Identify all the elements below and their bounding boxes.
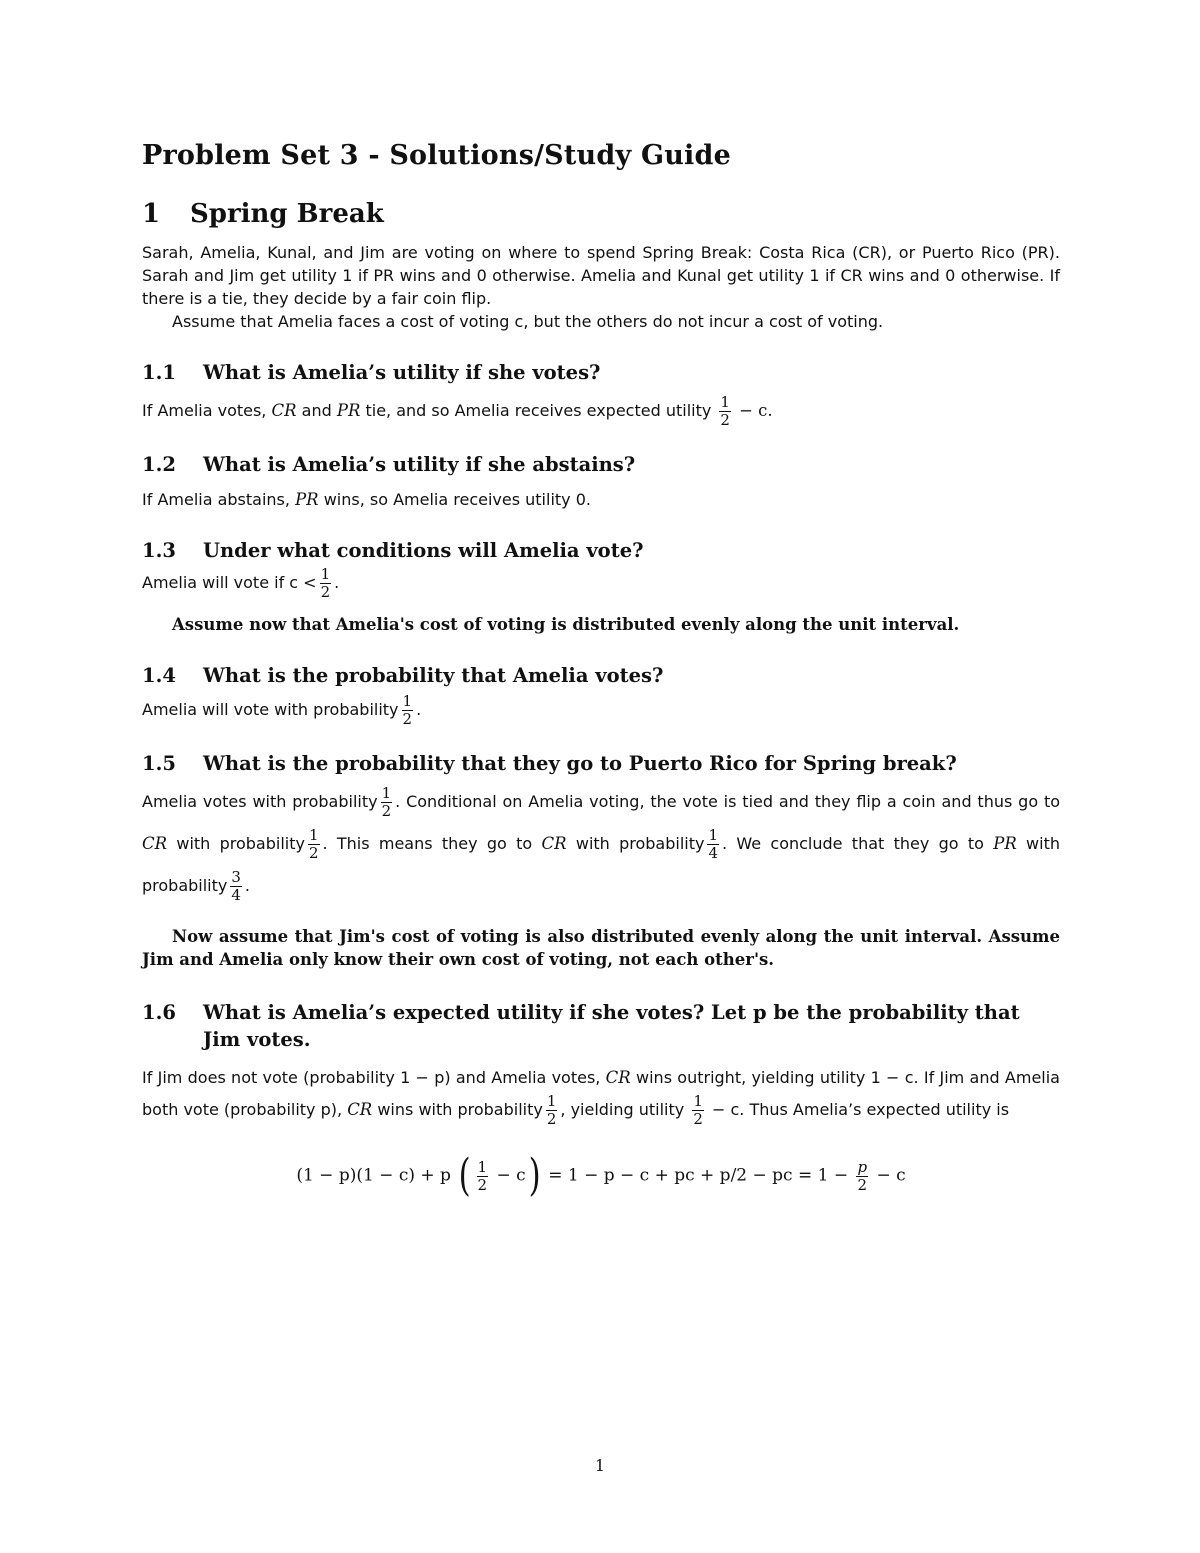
- text: and: [301, 401, 332, 420]
- equation-part: = 1 − p − c + pc + p/2 − pc = 1 −: [548, 1165, 849, 1186]
- subsection-title: What is Amelia’s utility if she abstains?: [203, 453, 636, 476]
- assumption-paragraph-1: Assume that Amelia faces a cost of voting c, but the others do not incur a cost of voting.: [172, 312, 884, 331]
- text: .: [416, 700, 422, 719]
- section-title: Spring Break: [190, 199, 384, 229]
- subsection-number: 1.6: [142, 1001, 176, 1024]
- text: with probability: [176, 834, 305, 853]
- text: If Amelia votes,: [142, 401, 267, 420]
- fraction: $\frac{1}{2}$: [381, 784, 392, 820]
- assumption-paragraph-2: Assume now that Amelia's cost of voting is distributed evenly along the unit interval.: [172, 615, 960, 634]
- text: with probability: [142, 834, 1060, 895]
- fraction: $\frac{1}{2}$: [546, 1092, 557, 1128]
- subsection-title: What is the probability that they go to Puerto Rico for Spring break?: [203, 752, 957, 775]
- subsection-1-4-heading: [142, 662, 1060, 689]
- text: wins outright, yielding utility 1 − c. If Jim and Amelia both vote (probability p),: [142, 1068, 1060, 1119]
- intro-paragraph: Sarah, Amelia, Kunal, and Jim are voting on where to spend Spring Break: Costa Rica (CR), or Puerto Rico (PR). Sarah and Jim get utility 1 if PR wins and 0 otherwise. Amelia and Kunal get utility 1 if CR wins and 0 otherwise. If there is a tie, they decide by a fair coin flip.: [142, 243, 1060, 308]
- text: If Amelia abstains,: [142, 490, 290, 509]
- text: . We conclude that they go to: [722, 834, 984, 853]
- subsection-number: 1.2: [142, 453, 176, 476]
- expected-utility-equation: [142, 1150, 1060, 1201]
- subsection-title: What is the probability that Amelia votes?: [203, 664, 664, 687]
- assumption-paragraph-3: Now assume that Jim's cost of voting is also distributed evenly along the unit interval. Assume Jim and Amelia only know their own cost of voting, not each other's.: [142, 927, 1060, 969]
- text: . This means they go to: [322, 834, 533, 853]
- math-pr: PR: [336, 401, 361, 420]
- math-cr: CR: [142, 834, 168, 853]
- right-paren: ): [528, 1150, 541, 1201]
- subsection-1-1-heading: [142, 359, 1060, 386]
- document-page: [142, 128, 1061, 1201]
- math-cr: CR: [271, 401, 297, 420]
- math-cr: CR: [347, 1100, 373, 1119]
- fraction: $\frac{1}{4}$: [708, 826, 719, 862]
- left-paren: (: [458, 1150, 471, 1201]
- subsection-title: What is Amelia’s utility if she votes?: [203, 361, 601, 384]
- equation-part: − c: [496, 1165, 526, 1186]
- math-pr: PR: [295, 490, 319, 509]
- text: Amelia will vote with probability: [142, 700, 399, 719]
- text: .: [244, 876, 251, 895]
- math-cr: CR: [605, 1068, 631, 1087]
- equation-part: (1 − p)(1 − c) + p: [296, 1165, 451, 1186]
- math-text: − c.: [739, 401, 773, 420]
- subsection-number: 1.3: [142, 539, 176, 562]
- text: , yielding utility: [560, 1100, 685, 1119]
- page-number: 1: [594, 1456, 606, 1475]
- subsection-1-5-heading: [142, 750, 1060, 777]
- fraction: $\frac{1}{2}$: [320, 565, 331, 601]
- subsection-1-3-heading: [142, 537, 1060, 564]
- text: wins with probability: [377, 1100, 543, 1119]
- fraction: $\frac{1}{2}$: [402, 692, 413, 728]
- subsection-1-5-answer: [142, 781, 1060, 907]
- subsection-1-3-answer: [142, 566, 1060, 601]
- text: . Conditional on Amelia voting, the vote is tied and they flip a coin and thus go to: [395, 792, 1061, 811]
- fraction: $\frac{3}{4}$: [231, 868, 241, 904]
- text: If Jim does not vote (probability 1 − p) and Amelia votes,: [142, 1068, 601, 1087]
- subsection-1-2-answer: [142, 488, 1060, 511]
- subsection-1-1-answer: [142, 394, 1060, 429]
- document-title: Problem Set 3 - Solutions/Study Guide: [142, 140, 731, 171]
- fraction: $\frac{1}{2}$: [720, 393, 730, 429]
- section-heading: [142, 199, 1060, 229]
- subsection-1-6-answer: [142, 1063, 1060, 1128]
- math-pr: PR: [993, 834, 1017, 853]
- fraction: $\frac{p}{2}$: [857, 1157, 868, 1194]
- equation-part: − c: [876, 1165, 906, 1186]
- subsection-1-2-heading: [142, 451, 1060, 478]
- text: wins, so Amelia receives utility 0.: [323, 490, 591, 509]
- subsection-title: Under what conditions will Amelia vote?: [203, 539, 644, 562]
- text: Amelia votes with probability: [142, 792, 378, 811]
- subsection-title: What is Amelia’s expected utility if she votes? Let p be the probability that Jim votes.: [203, 1001, 1020, 1051]
- subsection-number: 1.4: [142, 664, 176, 687]
- fraction: $\frac{1}{2}$: [693, 1092, 703, 1128]
- text: − c. Thus Amelia’s expected utility is: [711, 1100, 1010, 1119]
- section-number: 1: [142, 199, 161, 229]
- fraction: $\frac{1}{2}$: [477, 1157, 488, 1194]
- text: with probability: [575, 834, 705, 853]
- text: Amelia will vote if c <: [142, 573, 317, 592]
- subsection-number: 1.1: [142, 361, 176, 384]
- math-cr: CR: [541, 834, 567, 853]
- fraction: $\frac{1}{2}$: [308, 826, 319, 862]
- text: .: [334, 573, 340, 592]
- subsection-number: 1.5: [142, 752, 176, 775]
- subsection-1-6-heading: [142, 999, 1060, 1053]
- subsection-1-4-answer: [142, 693, 1060, 728]
- text: tie, and so Amelia receives expected utility: [365, 401, 712, 420]
